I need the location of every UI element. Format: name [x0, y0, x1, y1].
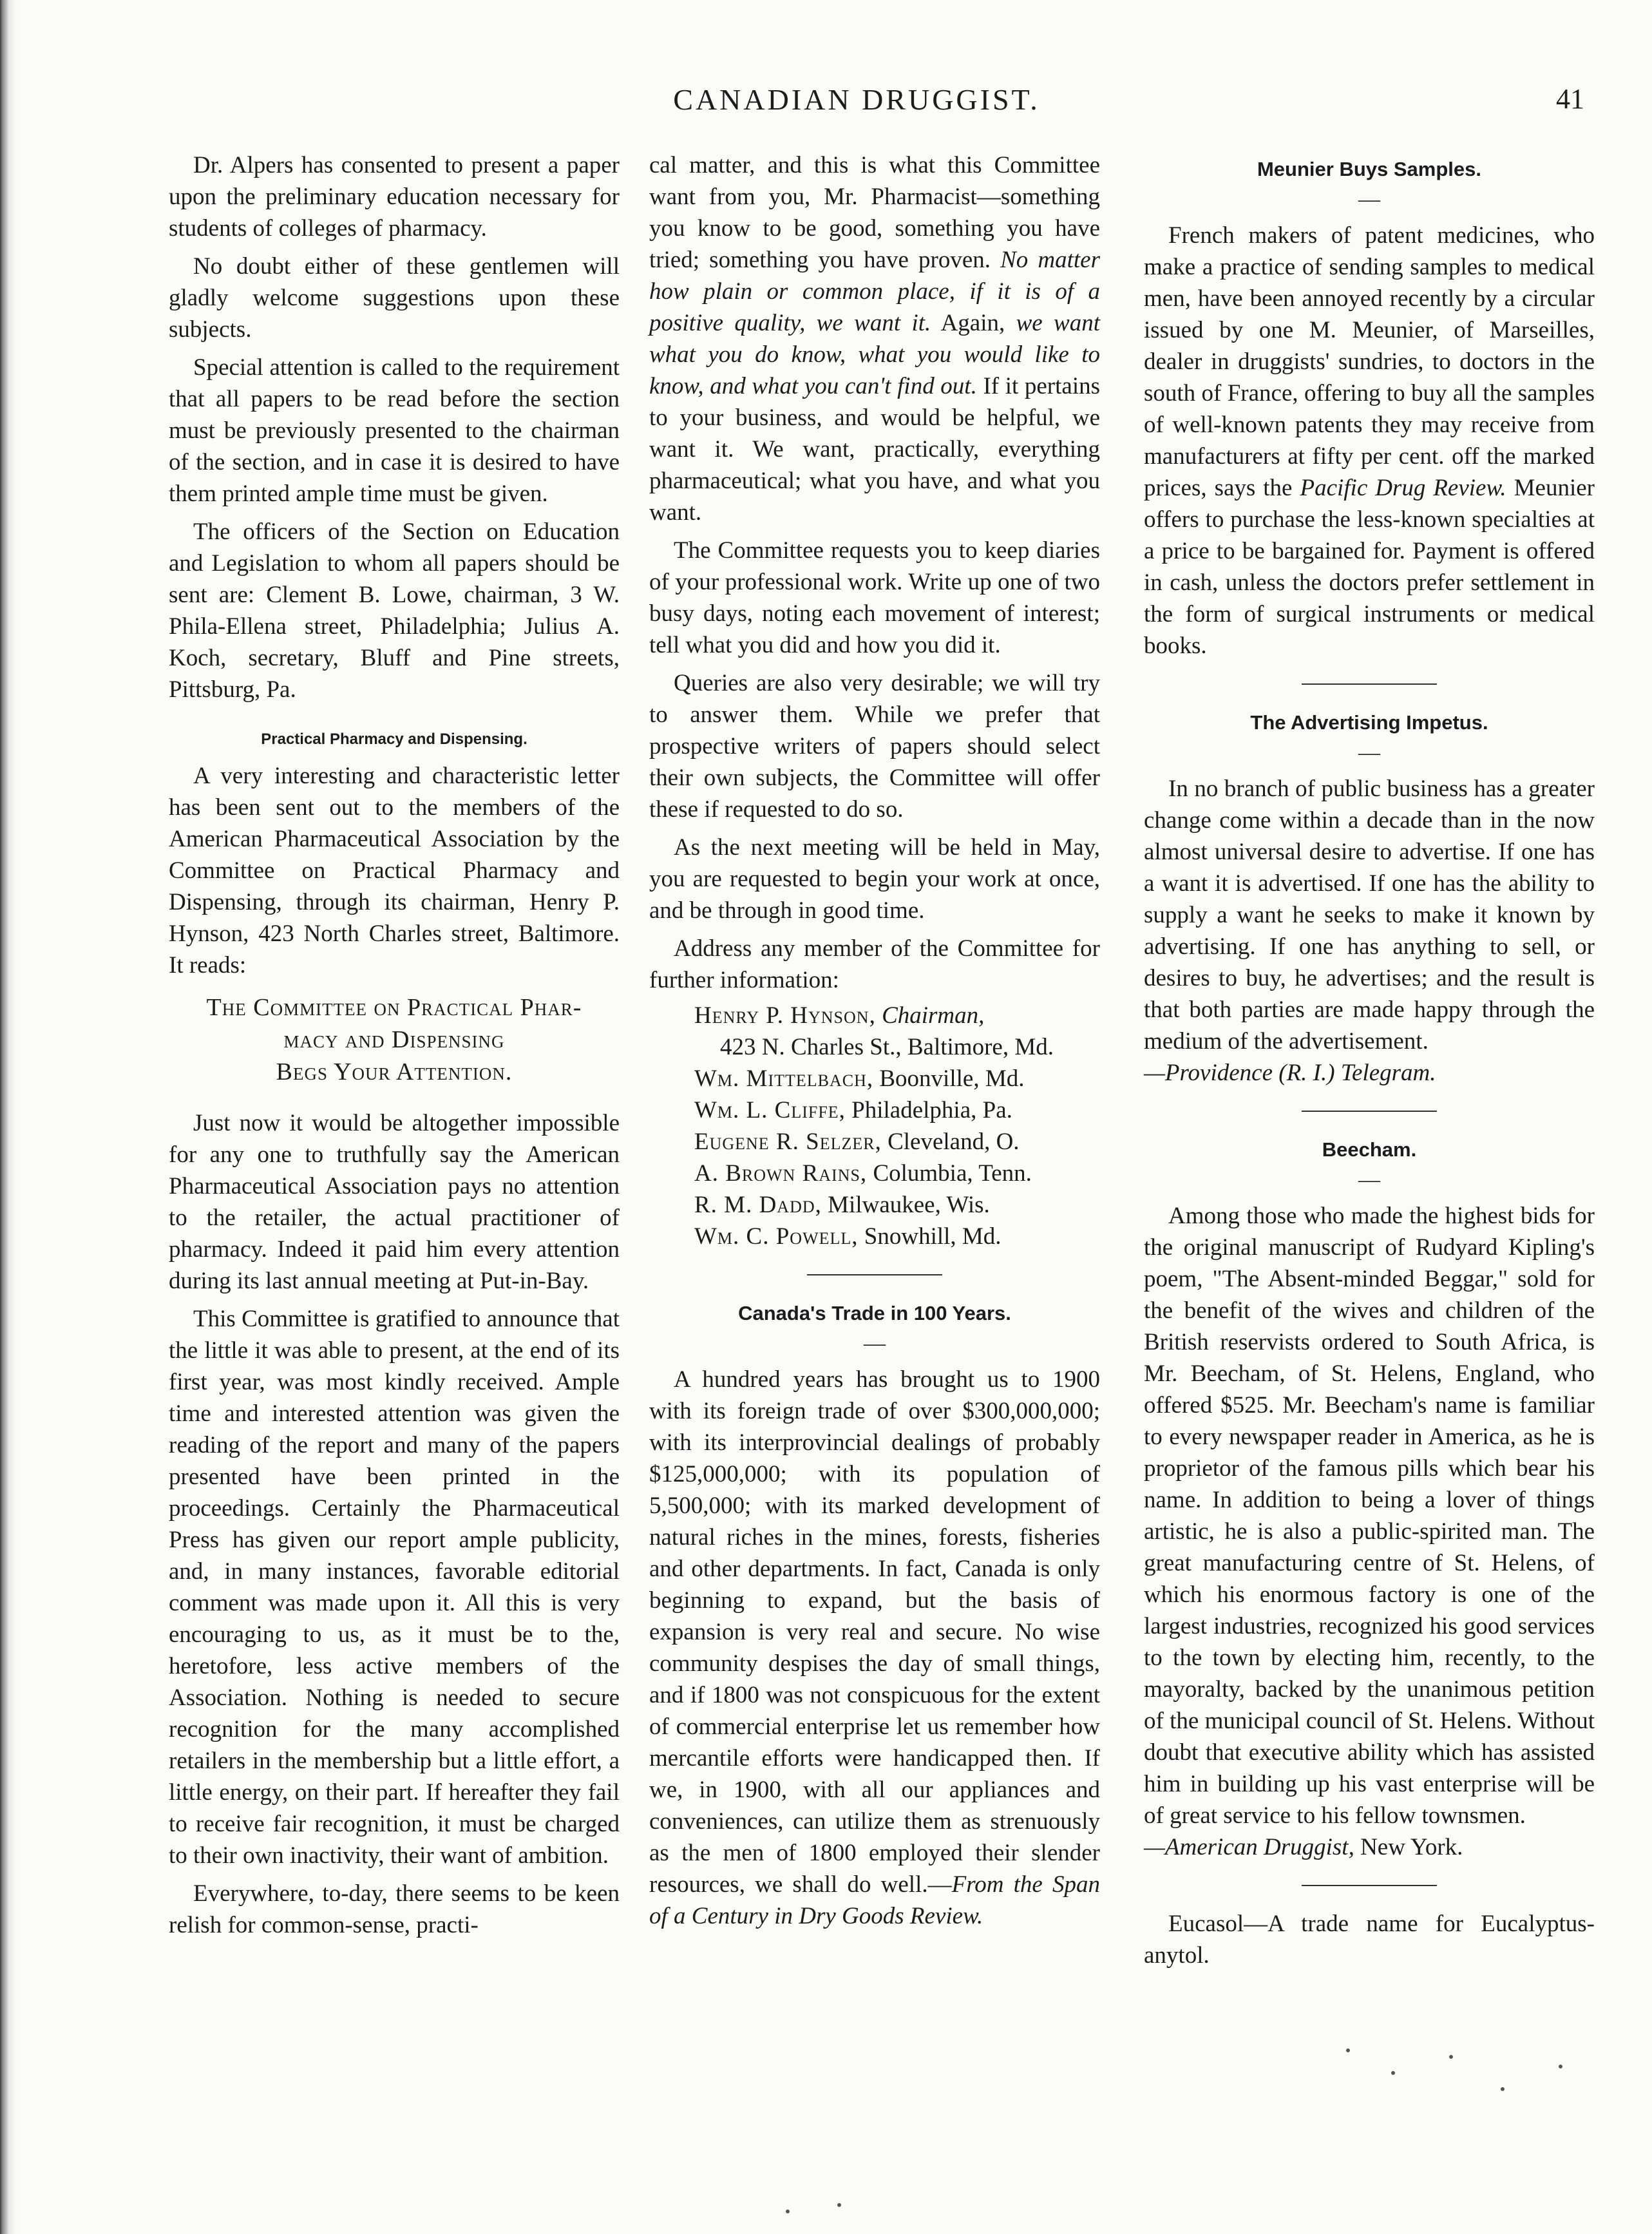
- member-detail: Cleveland, O.: [888, 1129, 1020, 1155]
- italic-text: No matter how plain or common place, if it is of a positive quality, we want it.: [649, 247, 1100, 336]
- paragraph: Queries are also very desirable; we will try to answer them. While we prefer that prospective writers of papers should select their own subjects, the Committee will offer these if requested to do so.: [649, 670, 1100, 823]
- paragraph: A very interesting and characteristic letter has been sent out to the members of the American Pharmaceutical Association by the Committee on Practical Pharmacy and Dispensing, through its chairman, Henry P. Hynson, 423 North Charles street, Baltimore. It reads:: [169, 763, 620, 979]
- member-detail: Snowhill, Md.: [864, 1223, 1002, 1250]
- paragraph: [1144, 220, 1595, 662]
- paragraph: This Committee is gratified to announce that the little it was able to present, at the end of its first year, was most kindly received. Ample time and interested attention was given the reading of the report and many of the papers presented have been printed in the proceedings. Certainly the Pharmaceutical Press has given our report ample publicity, and, in many instances, favorable editorial comment was made upon it. All this is very encouraging to us, as it must be to the, heretofore, less active members of the Association. Nothing is needed to secure recognition for the many accomplished retailers in the membership but a little effort, a little energy, on their part. If hereafter they fail to receive fair recognition, it must be charged to their own inactivity, their want of ambition.: [169, 1306, 620, 1869]
- column-2: [649, 149, 1100, 1938]
- heading-dash: —: [1358, 187, 1380, 211]
- source-citation: From the Span of a Century in Dry Goods Review.: [649, 1871, 1100, 1929]
- text-run: Meunier offers to purchase the less-known specialties at a price to be bargained for. Payment is offered in cash, unless the doctors prefer settlement in the form of surgical instruments or medical books.: [1144, 475, 1595, 659]
- member-name: R. M. Dadd,: [694, 1192, 822, 1218]
- section-heading: Practical Pharmacy and Dispensing.: [261, 730, 527, 748]
- column-1: [169, 149, 620, 1941]
- text-run: A hundred years has brought us to 1900 with its foreign trade of over $300,000,000; with its interprovincial dealings of probably $125,000,000; with its population of 5,500,000; with its marked development of natural riches in the mines, forests, fisheries and other departments. In fact, Canada is only beginning to expand, but the basis of expansion is very real and secure. No wise community despises the day of small things, and if 1800 was not conspicuous for the extent of commercial enterprise let us remember how mercantile efforts were handicapped then. If we, in 1900, with all our appliances and conveniences, can utilize them as strenuously as the men of 1800 employed their slender resources, we shall do well.—: [649, 1366, 1100, 1898]
- member-line: [694, 1126, 1100, 1158]
- text-run: French makers of patent medicines, who make a practice of sending samples to medical men, have been annoyed recently by a circular issued by one M. Meunier, of Marseilles, dealer in druggists' sundries, to doctors in the south of France, offering to buy all the samples of well-known patents they may receive from manufacturers at fifty per cent. off the marked prices, says the: [1144, 222, 1595, 501]
- member-name: A. Brown Rains,: [694, 1160, 868, 1187]
- member-detail: Milwaukee, Wis.: [828, 1192, 990, 1218]
- text-run: Again,: [940, 310, 1005, 336]
- committee-heading-line: The Committee on Practical Phar-: [206, 994, 582, 1021]
- committee-heading-line: macy and Dispensing: [283, 1026, 505, 1053]
- paragraph: The officers of the Section on Education and Legislation to whom all papers should be sent are: Clement B. Lowe, chairman, 3 W. Phila-Ellena street, Philadelphia; Julius A. Koch, secretary, Bluff and Pine streets, Pittsburg, Pa.: [169, 519, 620, 703]
- text-run: cal matter, and this is what this Committee want from you, Mr. Pharmacist—something you know to be good, something you have tried; something you have proven.: [649, 152, 1100, 273]
- italic-text: we want what you do know, what you would like to know, and what you can't find out.: [649, 310, 1100, 399]
- paragraph: No doubt either of these gentlemen will gladly welcome suggestions upon these subjects.: [169, 253, 620, 343]
- heading-dash: —: [864, 1332, 886, 1355]
- heading-dash: —: [1358, 741, 1380, 765]
- member-name: Henry P. Hynson,: [694, 1002, 876, 1029]
- scan-speck: [786, 2210, 790, 2213]
- member-line: [694, 1189, 1100, 1221]
- committee-heading: [169, 991, 620, 1088]
- scan-speck: [1501, 2087, 1505, 2091]
- section-divider: [807, 1274, 942, 1275]
- section-heading: Meunier Buys Samples.: [1257, 158, 1481, 180]
- paragraph: Special attention is called to the requirement that all papers to be read before the section must be previously presented to the chairman of the section, and in case it is desired to have them printed ample time must be given.: [169, 354, 620, 507]
- member-name: Wm. Mittelbach,: [694, 1065, 874, 1092]
- section-heading: The Advertising Impetus.: [1250, 711, 1488, 734]
- paragraph: As the next meeting will be held in May, you are requested to begin your work at once, and be through in good time.: [649, 834, 1100, 924]
- scan-speck: [1449, 2055, 1453, 2059]
- paragraph: Dr. Alpers has consented to present a paper upon the preliminary education necessary for students of colleges of pharmacy.: [169, 152, 620, 242]
- section-divider: [1302, 1111, 1437, 1112]
- scan-speck: [1391, 2071, 1395, 2075]
- source-citation: Pacific Drug Review.: [1300, 475, 1506, 501]
- paragraph: [1144, 773, 1595, 1089]
- column-3: [1144, 149, 1595, 1978]
- source-citation: —American Druggist,: [1144, 1834, 1354, 1860]
- paragraph: Just now it would be altogether impossible for any one to truthfully say the American Pharmaceutical Association pays no attention to the retailer, the actual practitioner of pharmacy. Indeed it paid him every attention during its last annual meeting at Put-in-Bay.: [169, 1110, 620, 1294]
- scan-speck: [1559, 2065, 1562, 2068]
- member-line: [694, 1221, 1100, 1252]
- scan-speck: [837, 2203, 841, 2207]
- text-run: Among those who made the highest bids for the original manuscript of Rudyard Kipling's poem, "The Absent-minded Beggar," sold for the benefit of the wives and children of the British reservists ordered to South Africa, is Mr. Beecham, of St. Helens, England, who offered $525. Mr. Beecham's name is familiar to every newspaper reader in America, as he is proprietor of the famous pills which bear his name. In addition to being a lover of things artistic, he is also a public-spirited man. The great manufacturing centre of St. Helens, of which his enormous factory is one of the largest industries, recognized his good services to the town by electing him, recently, to the mayoralty, backed by the unanimous petition of the municipal council of St. Helens. Without doubt that executive ability which has assisted him in building up his vast enterprise will be of great service to his fellow townsmen.: [1144, 1203, 1595, 1829]
- scanned-page-edge: [0, 0, 17, 2234]
- paragraph: [1144, 1200, 1595, 1863]
- member-line: [694, 1094, 1100, 1126]
- paragraph: [649, 1364, 1100, 1932]
- member-detail: Philadelphia, Pa.: [851, 1097, 1012, 1123]
- member-line: [694, 1000, 1100, 1031]
- footnote: Eucasol—A trade name for Eucalyptus-anytol.: [1144, 1911, 1595, 1969]
- text-run: If it pertains to your business, and would be helpful, we want it. We want, practically, everything pharmaceutical; what you have, and what you want.: [649, 373, 1100, 526]
- member-detail: 423 N. Charles St., Baltimore, Md.: [720, 1034, 1054, 1060]
- member-name: Wm. C. Powell,: [694, 1223, 859, 1250]
- text-run: New York.: [1360, 1834, 1463, 1860]
- member-detail: Columbia, Tenn.: [873, 1160, 1032, 1187]
- paragraph: The Committee requests you to keep diaries of your professional work. Write up one of two busy days, noting each movement of interest; tell what you did and how you did it.: [649, 537, 1100, 658]
- member-line: [694, 1063, 1100, 1094]
- member-detail: Chairman,: [882, 1002, 985, 1029]
- paragraph: Everywhere, to-day, there seems to be keen relish for common-sense, practi-: [169, 1880, 620, 1938]
- paragraph: Address any member of the Committee for further information:: [649, 935, 1100, 993]
- section-heading: Beecham.: [1322, 1138, 1417, 1161]
- member-line: [694, 1158, 1100, 1189]
- page-number: 41: [1556, 83, 1584, 115]
- section-heading: Canada's Trade in 100 Years.: [738, 1302, 1011, 1324]
- paragraph: [649, 149, 1100, 528]
- committee-member-list: [694, 1000, 1100, 1252]
- text-run: In no branch of public business has a greater change come within a decade than in the now almost universal desire to advertise. If one has a want it is advertised. If one has the ability to supply a want he seeks to make it known by advertising. If one has anything to sell, or desires to buy, he advertises; and the result is that both parties are made happy through the medium of the advertisement.: [1144, 776, 1595, 1055]
- page-header: [129, 82, 1584, 128]
- journal-title: CANADIAN DRUGGIST.: [673, 83, 1040, 116]
- section-divider: [1302, 1885, 1437, 1886]
- member-line: [694, 1031, 1100, 1063]
- section-divider: [1302, 683, 1437, 685]
- scan-speck: [1346, 2048, 1350, 2052]
- source-citation: —Providence (R. I.) Telegram.: [1144, 1060, 1436, 1086]
- heading-dash: —: [1358, 1168, 1380, 1192]
- member-name: Wm. L. Cliffe,: [694, 1097, 846, 1123]
- member-name: Eugene R. Selzer,: [694, 1129, 882, 1155]
- committee-heading-line: Begs Your Attention.: [276, 1058, 513, 1085]
- member-detail: Boonville, Md.: [879, 1065, 1025, 1092]
